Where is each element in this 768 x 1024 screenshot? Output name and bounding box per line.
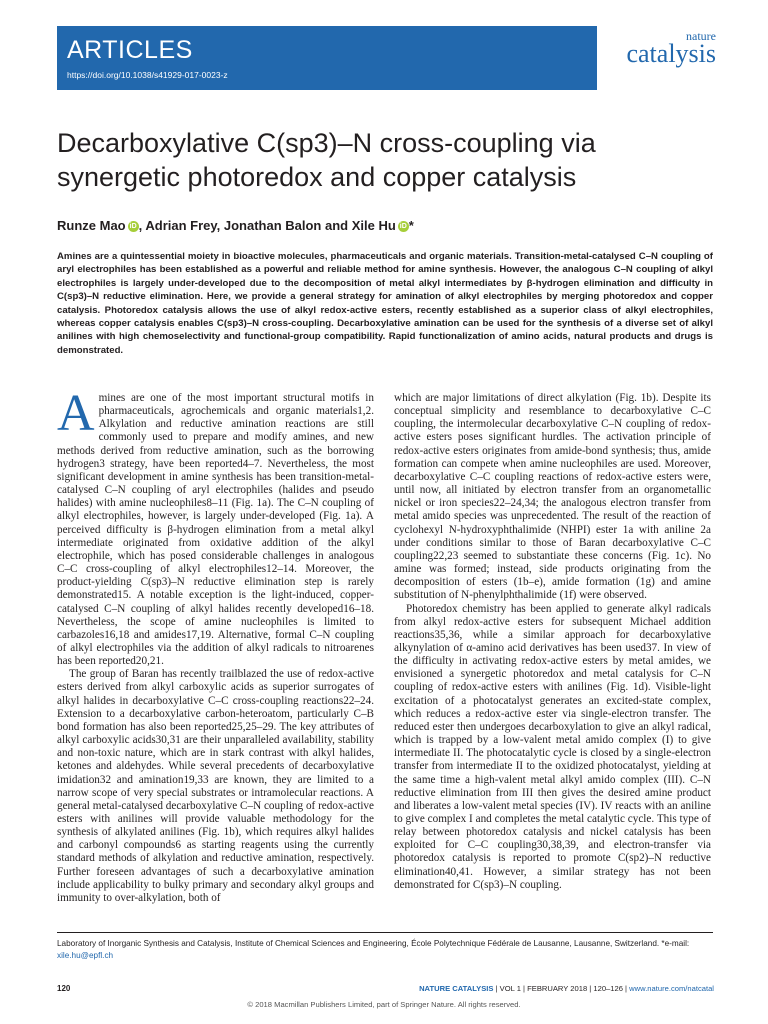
body-column-right: [394, 392, 711, 892]
email-link[interactable]: xile.hu@epfl.ch: [57, 950, 114, 960]
paragraph-text: mines are one of the most important structural motifs in pharmaceuticals, agrochemicals and organic materials1,2. Alkylation and reductive amination reactions are still commonly used to prepare and modify amines, and new methods derived from reductive amination, such as the borrowing hydrogen3 strategy, have been reported4–7. Nevertheless, the most significant development in amine synthesis has been transition-metal-catalysed C–N coupling of aryl electrophiles (halides and pseudo halides) with amine nucleophiles8–11 (Fig. 1a). The C–N coupling of alkyl electrophiles, however, is largely under-developed (Fig. 1a). A perceived difficulty is β-hydrogen elimination from a metal alkyl intermediate originated from oxidative addition of the alkyl electrophile, which has posed considerable challenges in analogous C–C cross-coupling of alkyl electrophiles12–14. Moreover, the product-yielding C(sp3)–N reductive elimination step is rarely demonstrated15. A notable exception is the light-induced, copper-catalysed C–N coupling of alkyl halides recently developed16–18. Nevertheless, the scope of amine nucleophiles is limited to carbazoles16,18 and amides17,19. Alternative, formal C–N coupling of alkyl electrophiles via the addition of alkyl radicals to nitroarenes has been reported20,21.: [57, 392, 374, 668]
article-title: Decarboxylative C(sp3)–N cross-coupling via synergetic photoredox and copper catalysis: [57, 128, 596, 192]
author-name: Runze Mao: [57, 218, 126, 233]
paragraph: which are major limitations of direct alkylation (Fig. 1b). Despite its conceptual simplicity and resemblance to decarboxylative C–C coupling, the intermolecular decarboxylative C–N coupling of redox-active esters poses significant hurdles. The activation principle of redox-active esters originates from amide-bond synthesis; thus, amide formation can compete when amine nucleophiles are used. Moreover, decarboxylative C–C coupling reactions of redox-active esters were, until now, all initiated by electron transfer from an organometallic nickel or iron species22–24,34; the analogous electron transfer from metal amido species was unprecedented. The result of the reaction of cyclohexyl N-hydroxyphthalimide (NHPI) ester 1a with aniline 2a under conditions similar to those of Baran decarboxylative C–C coupling22,23 seemed to substantiate these concerns (Fig. 1c). No amine was formed; instead, side products originating from the decomposition of esters (1b–e), amide formation (1g) and amine substitution of N-phenylphthalimide (1f) were observed.: [394, 392, 711, 602]
logo-line-1: nature: [686, 29, 716, 43]
author-list: [57, 218, 414, 233]
doi-link[interactable]: https://doi.org/10.1038/s41929-017-0023-z: [67, 70, 228, 80]
logo-line-2: catalysis: [626, 39, 716, 68]
issue-info: | VOL 1 | FEBRUARY 2018 | 120–126 |: [493, 984, 630, 993]
paragraph: [57, 385, 374, 668]
body-column-left: [57, 385, 374, 905]
journal-footer: [419, 984, 714, 993]
paragraph: Photoredox chemistry has been applied to generate alkyl radicals from alkyl redox-active esters for subsequent Michael addition reactions35,36, while a similar approach for decarboxylative alkynylation of α-amino acid derivatives has been used37. In view of the difficulty in activating redox-active esters by metal amides, we envisioned a synergetic photoredox and metal catalysis for C–N coupling of redox-active esters with anilines (Fig. 1d). Visible-light excitation of a photocatalyst generates an excited-state complex, which reduces a redox-active ester via single-electron transfer. The reduced ester then undergoes decarboxylation to give an alkyl radical, which is trapped by a low-valent metal amido complex (I) to give intermediate II. The photocatalytic cycle is closed by a single-electron transfer from intermediate II to the oxidized photocatalyst, yielding at the same time a high-valent metal alkyl amido complex (III). C–N reductive elimination from III then gives the desired amine product and liberates a low-valent metal species (IV). IV reacts with an aniline to give complex I and completes the metal catalytic cycle. This type of relay between photoredox catalysis and nickel catalysis has been exploited for C–C coupling30,38,39, and electron-transfer via photoredox catalysis is reported to promote C(sp2)–N reductive elimination40,41. However, a similar strategy has not been demonstrated for C(sp3)–N coupling.: [394, 602, 711, 891]
abstract: Amines are a quintessential moiety in bioactive molecules, pharmaceuticals and organic materials. Transition-metal-catalysed C–N coupling of aryl electrophiles has been established as a powerful and reliable method for amine synthesis. However, the analogous C–N coupling of alkyl electrophiles is largely under-developed due to the decomposition of metal alkyl intermediates by β-hydrogen elimination and difficulty in C(sp3)–N reductive elimination. Here, we provide a general strategy for amination of alkyl electrophiles by merging photoredox and copper catalysis. Photoredox catalysis allows the use of alkyl redox-active esters, recently established as a superior class of alkyl electrophiles, whereas copper catalysis enables C(sp3)–N cross-coupling. Decarboxylative amination can be used for the synthesis of a diverse set of alkyl anilines with high chemoselectivity and functional-group compatibility. Rapid functionalization of amino acids, natural products and drugs is demonstrated.: [57, 251, 713, 356]
page-number: 120: [57, 984, 71, 993]
corresponding-mark: *: [408, 218, 414, 233]
journal-url[interactable]: www.nature.com/natcatal: [629, 984, 714, 993]
author-names: , Adrian Frey, Jonathan Balon and Xile Hu: [138, 218, 396, 233]
journal-banner: [0, 0, 768, 90]
affiliation-text: Laboratory of Inorganic Synthesis and Catalysis, Institute of Chemical Sciences and Engineering, École Polytechnique Fédérale de Lausanne, Lausanne, Switzerland. *e-mail:: [57, 939, 690, 948]
journal-name: NATURE CATALYSIS: [419, 984, 494, 993]
paragraph: The group of Baran has recently trailblazed the use of redox-active esters derived from alkyl carboxylic acids as superior surrogates of alkyl halides in decarboxylative C–C cross-coupling reactions22–24. Extension to a decarboxylative carbon-heteroatom, particularly C–B bond formation has also been reported25,25–29. The key attributes of alkyl carboxylic acids30,31 are their unparalleled availability, stability and non-toxic nature, which are in stark contrast with alkyl halides, ketones and aldehydes. While several precedents of decarboxylative imidation32 and amination19,33 are known, they are limited to a narrow scope of very special substrates or intramolecular reactions. A general metal-catalysed decarboxylative C–N coupling of redox-active esters with anilines will provide valuable methodology for the synthesis of alkylated anilines (Fig. 1b), which requires alkyl halides and carbonyl compounds6 as starting reagents using the currently standard methods of alkylation and reductive amination, respectively. Further foreseen advantages of such a decarboxylative amination include applicability to bulky primary and secondary alkyl groups and immunity to over-alkylation, both of: [57, 668, 374, 904]
orcid-icon[interactable]: iD: [399, 223, 407, 231]
orcid-icon[interactable]: iD: [129, 223, 137, 231]
footnote-divider: [57, 932, 713, 933]
drop-cap: A: [57, 385, 95, 442]
journal-logo: [604, 30, 716, 66]
section-label: ARTICLES: [67, 36, 193, 64]
copyright: © 2018 Macmillan Publishers Limited, part of Springer Nature. All rights reserved.: [247, 1000, 521, 1009]
affiliation: [57, 938, 713, 961]
